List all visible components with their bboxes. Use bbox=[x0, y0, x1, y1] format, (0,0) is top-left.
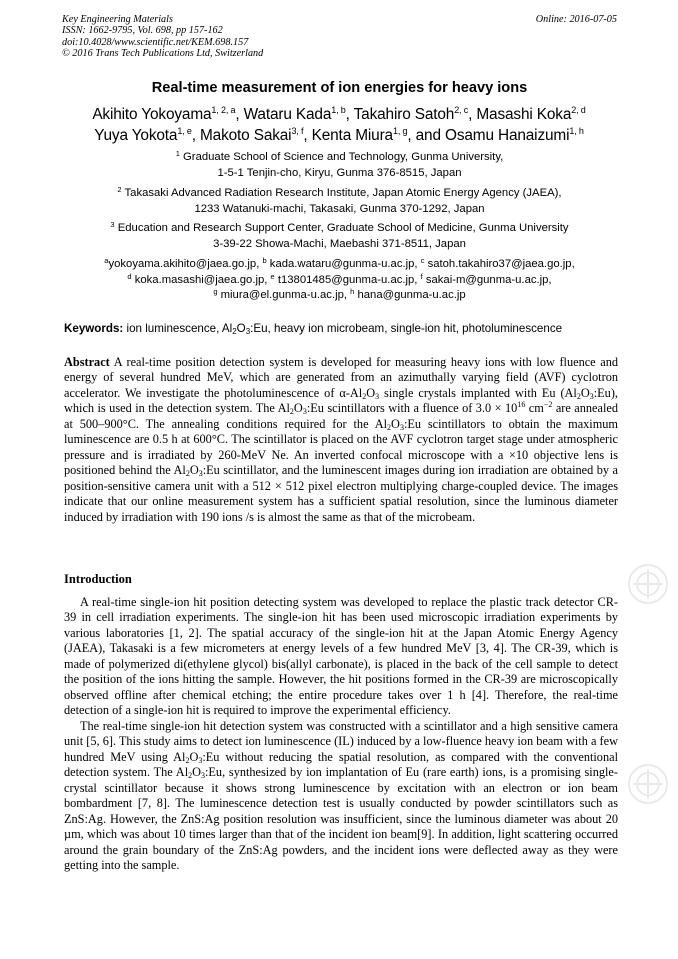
email-e[interactable]: t13801485@gunma-u.ac.jp, bbox=[277, 273, 418, 286]
online-date: Online: 2016-07-05 bbox=[535, 14, 617, 25]
intro-paragraph-2: The real-time single-ion hit detection system was constructed with a scintillator and a high sensitive camera unit [5, 6]. This study aims to detect ion luminescence (IL) induced by a low-fluence heavy ion beam with a few hundred MeV using $Al_2O_3:Eu$ without reducing the spatial resolution, as compared with the conventional detection system. The $Al_2O_3:Eu$, synthesized by ion implantation of Eu (rare earth) ions, is a promising single-crystal scintillator because it shows strong luminescence by excitation with an electron or ion beam bombardment [7, 8]. The luminescence detection test is usually conducted by powder scintillators such as ZnS:Ag. However, the ZnS:Ag position resolution was insufficient, since the luminous diameter was about 20 µm, which was about 10 times larger than that of the incident ion beam[9]. In addition, light scattering occurred around the grain boundary of the ZnS:Ag powders, and the incident ions were deflected away as they were getting into the sample. bbox=[64, 718, 618, 873]
keywords: Keywords: ion luminescence, $Al_2O_3:Eu$, heavy ion microbeam, single-ion hit, photoluminescence bbox=[64, 322, 563, 336]
email-a[interactable]: yokoyama.akihito@jaea.go.jp, bbox=[108, 258, 260, 270]
abstract-label: Abstract bbox=[64, 355, 110, 369]
watermark-emblem-icon bbox=[624, 560, 672, 608]
affiliation-3: $^3$ Education and Research Support Center, Graduate School of Medicine, Gunma University 3-39-22 Showa-Machi, Maebashi 371-8511, Japan bbox=[110, 220, 569, 250]
journal-doi[interactable]: doi:10.4028/www.scientific.net/KEM.698.157 bbox=[62, 36, 249, 48]
abstract: Abstract A real-time position detection system is developed for measuring heavy ions with low fluence and energy of several hundred MeV, which are generated from an azimuthally varying field (AVF) cyclotron accelerator. We investigate the photoluminescence of $\alpha-Al_2O_3$ single crystals implanted with Eu $(Al_2O_3:Eu)$, which is used in the detection system. The $Al_2O_3:Eu$ scintillators with a fluence of $3.0 \times 10^{16}$ $cm^{-2}$ are annealed at 500–900°C. The annealing conditions required for the $Al_2O_3:Eu$ scintillators to obtain the maximum luminescence are 0.5 h at 600°C. The scintillator is placed on the AVF cyclotron target stage under atmospheric pressure and is irradiated by 260-MeV Ne. An inverted confocal microscope with a ×10 objective lens is positioned behind the $Al_2O_3:Eu$ scintillator, and the luminescent images during ion irradiation are obtained by a position-sensitive camera unit with a 512 × 512 pixel electron multiplying charge-coupled device. The images indicate that our online measurement system has a sufficient spatial resolution, since the luminous diameter induced by irradiation with 190 ions /s is almost the same as that of the microbeam. bbox=[64, 355, 619, 524]
journal-name: Key Engineering Materials bbox=[62, 14, 173, 25]
email-h[interactable]: hana@gunma-u.ac.jp bbox=[357, 289, 466, 301]
watermark-emblem-icon bbox=[624, 760, 672, 808]
section-heading-introduction: Introduction bbox=[64, 572, 132, 586]
affiliation-1: $^1$ Graduate School of Science and Technology, Gunma University, 1-5-1 Tenjin-cho, Kiryu, Gunma 376-8515, Japan bbox=[175, 149, 504, 179]
email-g[interactable]: miura@el.gunma-u.ac.jp, bbox=[220, 289, 348, 301]
journal-header bbox=[62, 14, 617, 60]
email-f[interactable]: sakai-m@gunma-u.ac.jp, bbox=[425, 273, 552, 286]
journal-copyright: © 2016 Trans Tech Publications Ltd, Switzerland bbox=[62, 48, 264, 60]
paper-title: Real-time measurement of ion energies for heavy ions bbox=[151, 80, 528, 96]
email-c[interactable]: satoh.takahiro37@jaea.go.jp, bbox=[427, 258, 575, 270]
author-line-2: Yuya Yokota$^{1, e}$, Makoto Sakai$^{3, f}$, Kenta Miura$^{1, g}$, and Osamu Hanaizumi$^{1, h}$ bbox=[94, 126, 584, 144]
email-b[interactable]: kada.wataru@gunma-u.ac.jp, bbox=[269, 258, 418, 270]
author-line-1: Akihito Yokoyama$^{1, 2, a}$, Wataru Kada$^{1, b}$, Takahiro Satoh$^{2, c}$, Masashi Koka$^{2, d}$ bbox=[92, 105, 586, 123]
email-d[interactable]: koka.masashi@jaea.go.jp, bbox=[134, 273, 268, 286]
author-list bbox=[55, 104, 623, 146]
introduction-body bbox=[64, 595, 618, 874]
email-list: $^a$yokoyama.akihito@jaea.go.jp, $^b$ kada.wataru@gunma-u.ac.jp, $^c$ satoh.takahiro37@jaea.go.jp, $^d$ koka.masashi@jaea.go.jp, $^e$ t13801485@gunma-u.ac.jp, $^f$ sakai-m@gunma-u.ac.jp, $^g$ miura@el.gunma-u.ac.jp, $^h$ hana@gunma-u.ac.jp bbox=[104, 256, 575, 301]
affiliation-2: $^2$ Takasaki Advanced Radiation Research Institute, Japan Atomic Energy Agency (JAEA), 1233 Watanuki-machi, Takasaki, Gunma 370-1292, Japan bbox=[117, 185, 562, 215]
intro-paragraph-1: A real-time single-ion hit position detecting system was developed to replace the plastic track detector CR-39 in cell irradiation experiments. The single-ion hit has been used microscopic irradiation experiments by various laboratories [1, 2]. The spatial accuracy of the single-ion hit at the Japan Atomic Energy Agency (JAEA), Takasaki is a few micrometers at energy levels of a few hundred MeV [3, 4]. The CR-39, which is made of polymerized di(ethylene glycol) bis(allyl carbonate), is placed in the back of the cell sample to detect the position of the ions hitting the sample. However, the hit positions formed in the CR-39 are microscopically observed offline after chemical etching; the entire procedure takes over 1 h [4]. Therefore, the real-time detection of a single-ion hit is required to improve the experimental efficiency. bbox=[64, 595, 618, 718]
journal-issn: ISSN: 1662-9795, Vol. 698, pp 157-162 bbox=[62, 25, 223, 37]
keywords-label: Keywords: bbox=[64, 322, 124, 335]
